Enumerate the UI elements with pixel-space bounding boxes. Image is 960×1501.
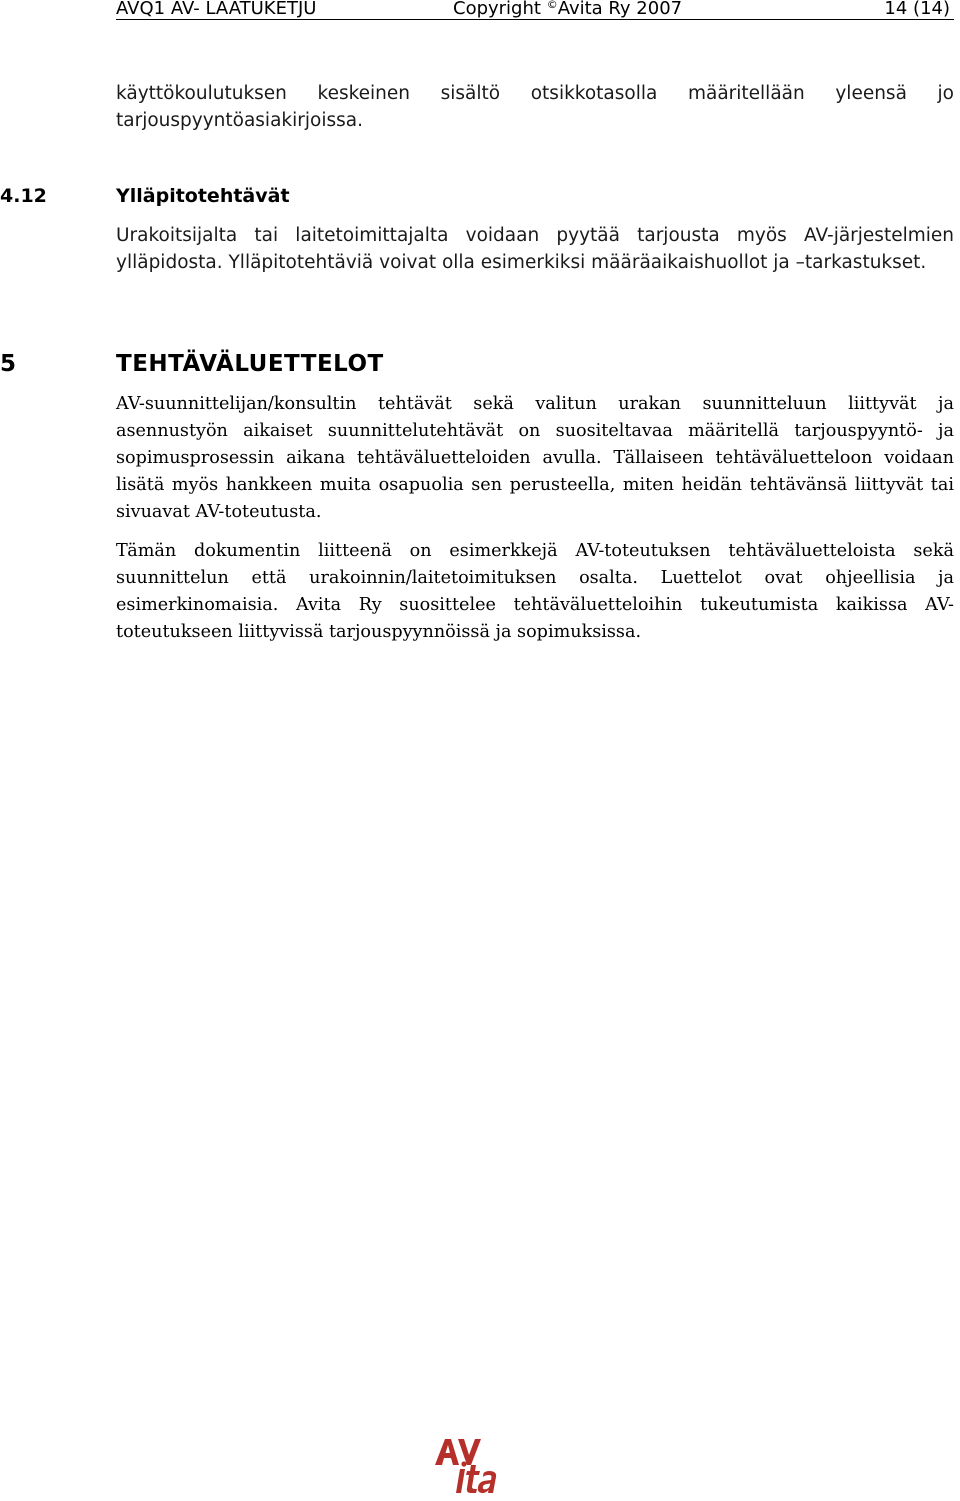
maintenance-paragraph: Urakoitsijalta tai laitetoimittajalta voidaan pyytää tarjousta myös AV-järjestelmien ylläpidosta. Ylläpitotehtäviä voivat olla esimerkiksi määräaikaishuollot ja –tarkastukset. — [116, 225, 954, 273]
copyright-symbol: © — [546, 0, 558, 11]
tasklists-paragraph-1: AV-suunnittelijan/konsultin tehtävät sekä valitun urakan suunnitteluun liittyvät ja asennustyön aikaiset suunnittelutehtävät on suositeltavaa määritellä tarjouspyyntö- ja sopimusprosessin aikana tehtäväluetteloiden avulla. Tällaiseen tehtäväluetteloon voidaan lisätä myös hankkeen muita osapuolia sen perusteella, miten heidän tehtävänsä liittyvät tai sivuavat AV-toteutusta. — [116, 394, 954, 522]
page-number: 14 (14) — [884, 0, 950, 19]
avita-logo-icon — [433, 1435, 499, 1497]
document-id: AVQ1 AV- LAATUKETJU — [116, 0, 317, 19]
copyright-word: Copyright — [453, 0, 541, 19]
section-title: Ylläpitotehtävät — [116, 185, 290, 207]
intro-paragraph: käyttökoulutuksen keskeinen sisältö otsikkotasolla määritellään yleensä jo tarjouspyyntöasiakirjoissa. — [116, 83, 954, 131]
section-number: 5 — [0, 351, 17, 377]
page-header — [116, 0, 954, 20]
copyright-holder: Avita Ry 2007 — [557, 0, 683, 19]
section-number: 4.12 — [0, 185, 47, 207]
tasklists-paragraph-2: Tämän dokumentin liitteenä on esimerkkejä AV-toteutuksen tehtäväluetteloista sekä suunnittelun että urakoinnin/laitetoimituksen osalta. Luettelot ovat ohjeellisia ja esimerkinomaisia. Avita Ry suosittelee tehtäväluetteloihin tukeutumista kaikissa AV-toteutukseen liittyvissä tarjouspyynnöissä ja sopimuksissa. — [116, 541, 954, 642]
section-title: TEHTÄVÄLUETTELOT — [116, 351, 384, 377]
copyright-notice — [453, 0, 682, 18]
